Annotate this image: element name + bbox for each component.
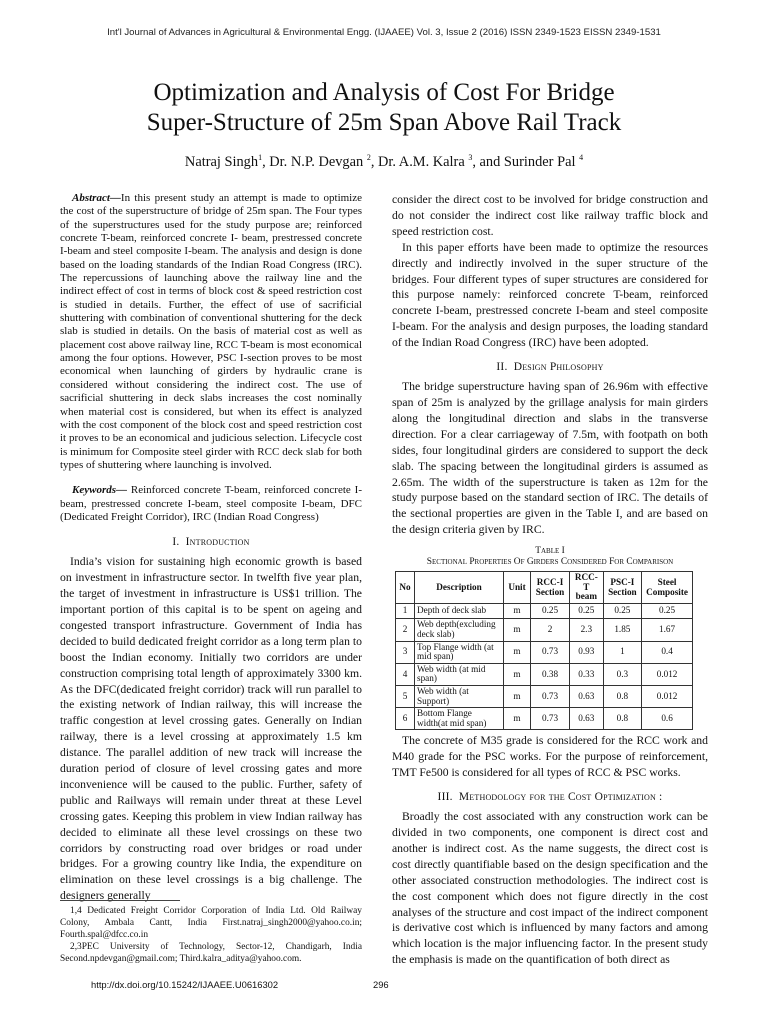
cell-psc-i: 0.3: [603, 663, 642, 685]
section-heading-design-philosophy: [392, 361, 708, 373]
cell-description: Bottom Flange width(at mid span): [415, 708, 504, 730]
cell-description: Web width (at Support): [415, 685, 504, 707]
doi-link[interactable]: http://dx.doi.org/10.15242/IJAAEE.U0616302: [91, 979, 279, 990]
footnote-affiliation-2: 2,3PEC University of Technology, Sector-12, Chandigarh, India Second.npdevgan@gmail.com; Third.kalra_aditya@yahoo.com.: [60, 942, 362, 964]
section-3-number: III.: [437, 791, 453, 804]
cell-description: Top Flange width (at mid span): [415, 641, 504, 663]
keywords-label: Keywords—: [72, 484, 127, 497]
section-2-title: Design Philosophy: [513, 361, 604, 374]
cell-rcc-i: 0.73: [531, 708, 570, 730]
abstract-label: Abstract—: [72, 192, 121, 204]
title-line-1: Optimization and Analysis of Cost For Bridge: [153, 79, 615, 106]
abstract-text: In this present study an attempt is made to optimize the cost of the superstructure of bridge of 25m span. The Four types of the superstructures used for the study purpose are; reinforced concrete T-beam, reinforced concrete I- beam, prestressed concrete I-beam and steel composite I-beam. The analysis and design is done based on the loading standards of the Indian Road Congress (IRC). The repercussions of launching above the railway line and the indirect effect of cost in terms of block cost & speed restriction cost is studied in details. Further, the effect of use of sacrificial shuttering with combination of conventional shuttering for the deck slab is studied in details. On the basis of material cost as well as placement cost above railway line, RCC T-beam is most economical among the four options. However, PSC I-section proves to be most economical when launching of girders by hydraulic crane is considered without considering the indirect cost. The use of sacrificial shuttering in deck slabs increases the cost nominally when material cost is considered, but when its effect is analyzed with the cost component of the block cost and speed restriction cost it proves to be an economical and judicious selection. Lifecycle cost is minimum for Composite steel girder with RCC deck slab for both types of shuttering where launching is involved.: [60, 192, 362, 471]
col-header-steel: Steel Composite: [642, 572, 693, 604]
cell-steel: 0.012: [642, 685, 693, 707]
keywords: [60, 484, 362, 524]
col-header-no: No: [396, 572, 415, 604]
cell-rcc-t: 0.93: [570, 641, 604, 663]
cell-psc-i: 1.85: [603, 619, 642, 641]
table-row: [396, 663, 693, 685]
introduction-paragraph: India’s vision for sustaining high economic growth is based on investment in infrastructure sector. In twelfth five year plan, the target of investment in infrastructure is US$1 trillion. The important portion of this capital is to be spent on ageing and congested transport infrastructure. Government of India has decided to build dedicated freight corridor as a long term plan to boost the Indian economy. Initially two corridors are under construction comprising total length of approximately 3300 km. As the DFC(dedicated freight corridor) track will run parallel to the existing network of Indian railway, this will increase the traffic congestion at level crossing gates. Generally on Indian railway, there is a level crossing at approximately 1.5 km distance. The parallel addition of new track will increase the duration period of closure of level crossing gates and more inconvenience will be caused to the public. Further, safety of public and Railways will remain under threat at these Level crossing gates. Keeping this problem in view Indian railway has decided to eliminate all these level crossings on these two corridors by constructing road over bridges or road under bridges. For a growing country like India, the expenditure on elimination on these level crossings is a big challenge. The designers generally: [60, 555, 362, 903]
table-label: Table I: [535, 546, 565, 557]
author-1-affil: 1: [258, 153, 263, 162]
table-row: [396, 619, 693, 641]
table-row: [396, 641, 693, 663]
section-1-title: Introduction: [185, 536, 250, 549]
cell-rcc-i: 0.25: [531, 603, 570, 619]
cell-no: 6: [396, 708, 415, 730]
cell-psc-i: 0.25: [603, 603, 642, 619]
table-row: [396, 685, 693, 707]
table-title: Sectional Properties Of Girders Considered For Comparison: [426, 557, 674, 568]
author-3-affil: 3: [468, 153, 473, 162]
author-list: [60, 153, 708, 171]
cell-description: Web width (at mid span): [415, 663, 504, 685]
cell-steel: 0.012: [642, 663, 693, 685]
title-line-2: Super-Structure of 25m Span Above Rail Track: [146, 109, 622, 136]
col-header-description: Description: [415, 572, 504, 604]
cell-rcc-i: 0.73: [531, 685, 570, 707]
col-header-rcc-i: RCC-I Section: [531, 572, 570, 604]
col-header-psc-i: PSC-I Section: [603, 572, 642, 604]
footnotes: [60, 905, 362, 965]
cell-rcc-t: 0.33: [570, 663, 604, 685]
col-header-unit: Unit: [504, 572, 531, 604]
author-2: , Dr. N.P. Devgan: [262, 153, 367, 170]
cell-description: Web depth(excluding deck slab): [415, 619, 504, 641]
section-1-number: I.: [172, 536, 180, 549]
cell-no: 4: [396, 663, 415, 685]
author-2-affil: 2: [366, 153, 371, 162]
left-column: [60, 192, 362, 904]
abstract: [60, 192, 362, 472]
cell-steel: 0.6: [642, 708, 693, 730]
cell-rcc-t: 0.63: [570, 685, 604, 707]
table-row: [396, 708, 693, 730]
author-4: , and Surinder Pal: [472, 153, 580, 170]
footnote-affiliation-1: 1,4 Dedicated Freight Corridor Corporation of India Ltd. Old Railway Colony, Ambala Cantt, India First.natraj_singh2000@yahoo.co.in; Fourth.spal@dfcc.co.in: [60, 906, 362, 940]
cell-steel: 1.67: [642, 619, 693, 641]
page-number: 296: [373, 979, 389, 990]
intro-continuation: consider the direct cost to be involved for bridge construction and do not consider the indirect cost like railway traffic block and speed restriction cost.: [392, 193, 708, 238]
table-header-row: [396, 572, 693, 604]
cell-rcc-t: 0.63: [570, 708, 604, 730]
sectional-properties-table: [395, 571, 693, 730]
section-3-title: Methodology for the Cost Optimization :: [458, 791, 663, 804]
design-philosophy-paragraph: The bridge superstructure having span of 26.96m with effective span of 25m is analyzed by the grillage analysis for main girders along the longitudinal direction and slabs in the transverse direction. For a clear carriageway of 7.5m, with footpath on both sides, four longitudinal girders are considered to support the deck slab. The spacing between the longitudinal girders is assumed as 2.65m. The width of the superstructure is taken as 12m for the study purpose based on the standard section of IRC. The details of the sectional properties are given in the Table I, and are based on the design criteria given by IRC.: [392, 380, 708, 537]
cell-unit: m: [504, 603, 531, 619]
cell-rcc-i: 0.38: [531, 663, 570, 685]
cell-no: 5: [396, 685, 415, 707]
cell-psc-i: 0.8: [603, 685, 642, 707]
cell-rcc-t: 0.25: [570, 603, 604, 619]
keywords-text: Reinforced concrete T-beam, reinforced concrete I- beam, prestressed concrete I-beam, steel composite I-beam, DFC (Dedicated Freight Corridor), IRC (Indian Road Congress): [60, 484, 362, 523]
cell-rcc-i: 2: [531, 619, 570, 641]
author-1: Natraj Singh: [184, 153, 259, 170]
col-header-rcc-t: RCC-T beam: [570, 572, 604, 604]
cell-steel: 0.4: [642, 641, 693, 663]
cell-rcc-t: 2.3: [570, 619, 604, 641]
cell-unit: m: [504, 641, 531, 663]
cell-description: Depth of deck slab: [415, 603, 504, 619]
table-caption: [392, 546, 708, 568]
cell-psc-i: 0.8: [603, 708, 642, 730]
section-2-number: II.: [496, 361, 508, 374]
cell-no: 1: [396, 603, 415, 619]
section-heading-introduction: [60, 536, 362, 548]
section-heading-methodology: [392, 791, 708, 803]
right-column: [392, 192, 708, 968]
author-4-affil: 4: [579, 153, 584, 162]
footnote-rule: [60, 900, 180, 901]
concrete-grade-paragraph: The concrete of M35 grade is considered for the RCC work and M40 grade for the PSC works. For the purpose of reinforcement, TMT Fe500 is considered for all types of RCC & PSC works.: [392, 734, 708, 780]
paper-title: [60, 78, 708, 138]
cell-unit: m: [504, 619, 531, 641]
cell-unit: m: [504, 685, 531, 707]
author-3: , Dr. A.M. Kalra: [370, 153, 469, 170]
intro-paragraph-2: In this paper efforts have been made to optimize the resources directly and indirectly involved in the super structure of the bridges. Four different types of super structures are considered for this purpose namely: reinforced concrete T-beam, reinforced concrete I-beam, prestressed concrete I-beam and steel composite I-beam. For the analysis and design purposes, the loading standard of the Indian Road Congress (IRC) have been adopted.: [392, 240, 708, 350]
cell-psc-i: 1: [603, 641, 642, 663]
journal-header: Int'l Journal of Advances in Agricultural & Environmental Engg. (IJAAEE) Vol. 3, Issue 2 (2016) ISSN 2349-1523 EISSN 2349-1531: [107, 27, 661, 38]
cell-unit: m: [504, 708, 531, 730]
cell-rcc-i: 0.73: [531, 641, 570, 663]
cell-unit: m: [504, 663, 531, 685]
cell-steel: 0.25: [642, 603, 693, 619]
table-row: [396, 603, 693, 619]
cell-no: 2: [396, 619, 415, 641]
cell-no: 3: [396, 641, 415, 663]
methodology-paragraph: Broadly the cost associated with any construction work can be divided in two components, one component is direct cost and another is indirect cost. As the name suggests, the direct cost is cost directly quantifiable based on the design specification and the other associated construction methodologies. The indirect cost is the cost component which does not figure directly in the cost analyses of the structure and cost impact of the indirect component is derivative cost which is influenced by many factors and among which location is the major influencing factor. In the present study the emphasis is made on the quantification of both direct as: [392, 810, 708, 967]
